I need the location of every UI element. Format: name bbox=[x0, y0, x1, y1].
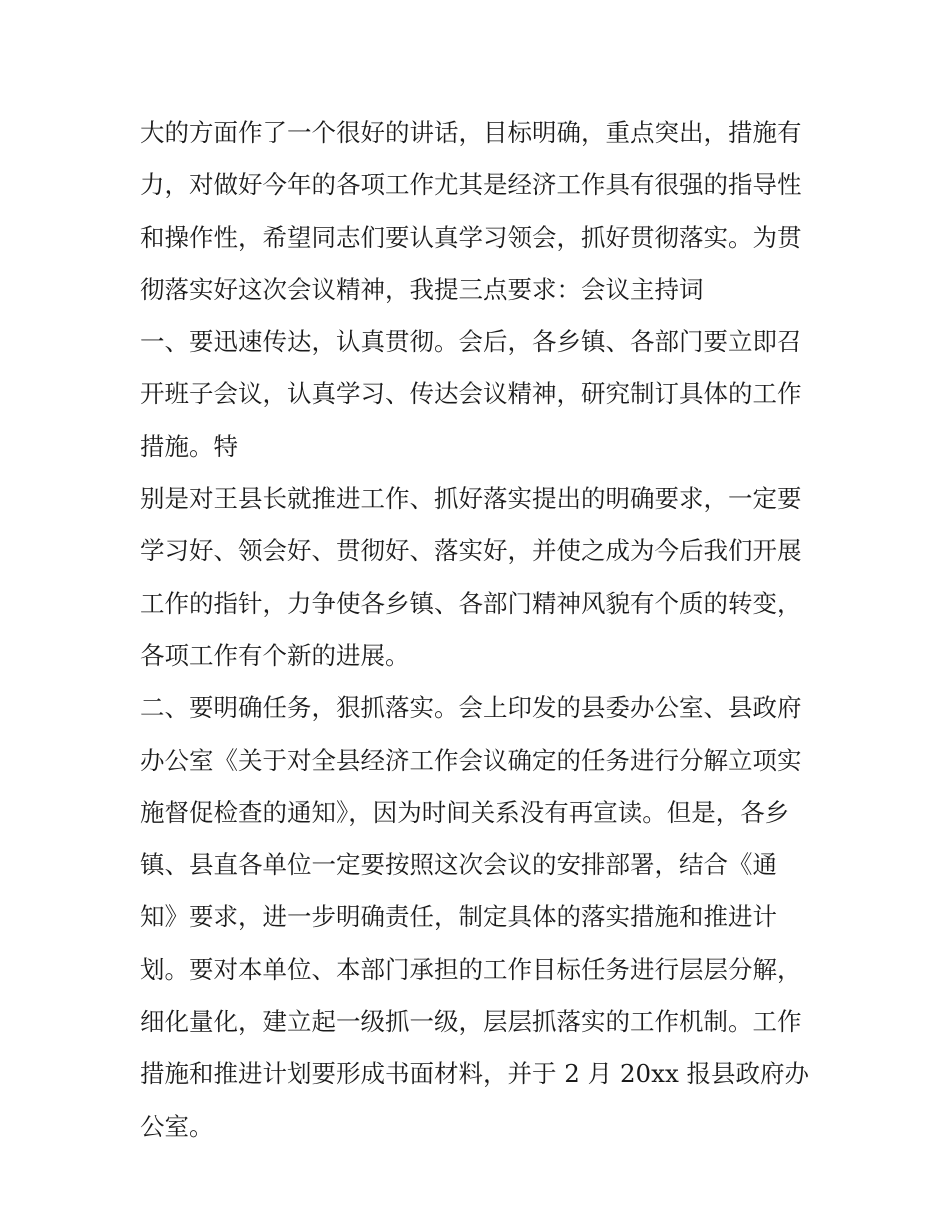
text-line: 学习好、领会好、贯彻好、落实好，并使之成为今后我们开展 bbox=[140, 536, 802, 566]
text-line: 彻落实好这次会议精神，我提三点要求：会议主持词 bbox=[140, 274, 704, 304]
text-line: 办公室《关于对全县经济工作会议确定的任务进行分解立项实 bbox=[140, 745, 802, 775]
text-line: 措施和推进计划要形成书面材料，并于 2 月 20xx 报县政府办 bbox=[140, 1059, 810, 1089]
text-line: 工作的指针，力争使各乡镇、各部门精神风貌有个质的转变， bbox=[140, 588, 802, 618]
text-line: 力，对做好今年的各项工作尤其是经济工作具有很强的指导性 bbox=[140, 170, 802, 200]
text-line: 知》要求，进一步明确责任，制定具体的落实措施和推进计 bbox=[140, 902, 777, 932]
document-body bbox=[140, 107, 820, 1153]
text-line: 大的方面作了一个很好的讲话，目标明确，重点突出，措施有 bbox=[140, 118, 802, 147]
text-line: 施督促检查的通知》，因为时间关系没有再宣读。但是，各乡 bbox=[140, 797, 790, 827]
text-line: 二、要明确任务，狠抓落实。会上印发的县委办公室、县政府 bbox=[140, 693, 802, 723]
text-line: 镇、县直各单位一定要按照这次会议的安排部署，结合《通 bbox=[140, 850, 777, 880]
text-line: 划。要对本单位、本部门承担的工作目标任务进行层层分解， bbox=[140, 954, 802, 984]
text-line: 开班子会议，认真学习、传达会议精神，研究制订具体的工作 bbox=[140, 379, 802, 409]
text-line: 细化量化，建立起一级抓一级，层层抓落实的工作机制。工作 bbox=[140, 1007, 802, 1037]
text-line: 措施。特 bbox=[140, 431, 238, 461]
text-line: 公室。 bbox=[140, 1111, 214, 1141]
text-line: 一、要迅速传达，认真贯彻。会后，各乡镇、各部门要立即召 bbox=[140, 327, 802, 357]
text-line: 和操作性，希望同志们要认真学习领会，抓好贯彻落实。为贯 bbox=[140, 222, 802, 252]
text-line: 别是对王县长就推进工作、抓好落实提出的明确要求，一定要 bbox=[140, 484, 802, 514]
text-line: 各项工作有个新的进展。 bbox=[140, 640, 410, 670]
